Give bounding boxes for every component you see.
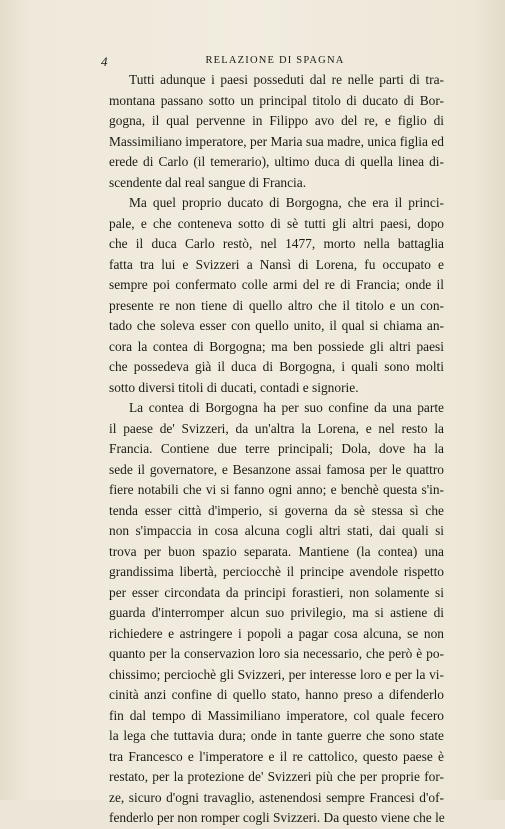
text-line: fenderlo per non romper cogli Svizzeri. Da questo viene che le	[109, 810, 445, 825]
text-line: quanto per la conservazion loro sia necessario, che però è po-	[109, 646, 444, 661]
text-line: pale, e che conteneva sotto di sè tutti gli altri paesi, dopo	[109, 215, 444, 231]
text-line: sede il governatore, e Besanzone assai famosa per le quattro	[109, 461, 444, 477]
text-line: Tutti adunque i paesi posseduti dal re nelle parti di tra-	[129, 72, 444, 87]
text-line: fiere notabili che vi si fanno ogni anno; e benchè questa s'in-	[109, 482, 444, 497]
text-line: ze, sicuro d'ogni travaglio, astenendosi sempre Francesi d'of-	[109, 789, 444, 805]
text-line: cora la contea di Borgogna; ma ben possiede gli altri paesi	[109, 338, 444, 354]
text-line: chissimo; perciochè gli Svizzeri, per interesse loro e per la vi-	[109, 666, 444, 682]
text-line: tenda esser città d'imperio, si governa da sè stessa sì che	[109, 502, 444, 518]
text-line: fatta tra lui e Svizzeri a Nansì di Lorena, fu occupato e	[109, 256, 444, 272]
paragraph	[109, 193, 444, 398]
text-line: cinità anzi confine di quello stato, hanno preso a difenderlo	[109, 687, 444, 702]
paragraph	[109, 398, 444, 829]
text-line: Massimiliano imperatore, per Maria sua madre, unica figlia ed	[109, 133, 444, 149]
text-line: che possedeva già il duca di Borgogna, i quali sono molti	[109, 359, 444, 374]
text-line: che il duca Carlo restò, nel 1477, morto nella battaglia	[109, 236, 444, 251]
text-line: presente re non tiene di quello altro che il titolo e un con-	[109, 297, 444, 313]
paragraph	[109, 70, 444, 193]
text-line: per esser circondata da principi forastieri, non solamente si	[109, 584, 444, 600]
text-line: gogna, il qual pervenne in Filippo avo del re, e figlio di	[109, 113, 444, 128]
text-line: erede di Carlo (il temerario), ultimo duca di quella linea di-	[109, 154, 444, 169]
page-number: 4	[101, 54, 108, 69]
text-line: montana passano sotto un principal titolo di ducato di Bor-	[109, 92, 444, 108]
text-line: trova per buon spazio separata. Mantiene (la contea) una	[109, 543, 444, 559]
text-line: grandissima libertà, perciocchè il principe avendole rispetto	[109, 564, 444, 579]
text-line: non s'impaccia in cosa alcuna cogli altri stati, dai quali si	[109, 523, 444, 538]
running-head	[95, 54, 455, 70]
text-line: sotto diversi titoli di ducati, contadi e signorie.	[109, 379, 359, 395]
body-text	[109, 70, 444, 829]
text-line: Francia. Contiene due terre principali; Dola, dove ha la	[109, 441, 444, 456]
text-line: guarda d'interromper alcun suo privilegio, ma si astiene di	[109, 605, 444, 620]
text-line: La contea di Borgogna ha per suo confine da una parte	[129, 400, 444, 415]
running-title: RELAZIONE DI SPAGNA	[205, 55, 345, 66]
text-line: richiedere e astringere i popoli a pagar cosa alcuna, se non	[109, 625, 444, 641]
text-line: scendente dal real sangue di Francia.	[109, 174, 307, 190]
text-line: Ma quel proprio ducato di Borgogna, che era il princi-	[129, 195, 444, 210]
text-line: sempre poi confermato colle armi del re di Francia; onde il	[109, 277, 444, 292]
text-line: il paese de' Svizzeri, da un'altra la Lorena, e nel resto la	[109, 420, 444, 436]
text-line: la lega che tuttavia dura; onde in tante guerre che sono state	[109, 728, 444, 743]
text-line: tado che soleva esser con quello unito, il qual si chiama an-	[109, 318, 444, 333]
text-line: tra Francesco e l'imperatore e il re cattolico, questo paese è	[109, 748, 444, 764]
text-line: fin dal tempo di Massimiliano imperatore, col quale fecero	[109, 707, 444, 723]
text-line: restato, per la protezione de' Svizzeri più che per proprie for-	[109, 769, 444, 784]
